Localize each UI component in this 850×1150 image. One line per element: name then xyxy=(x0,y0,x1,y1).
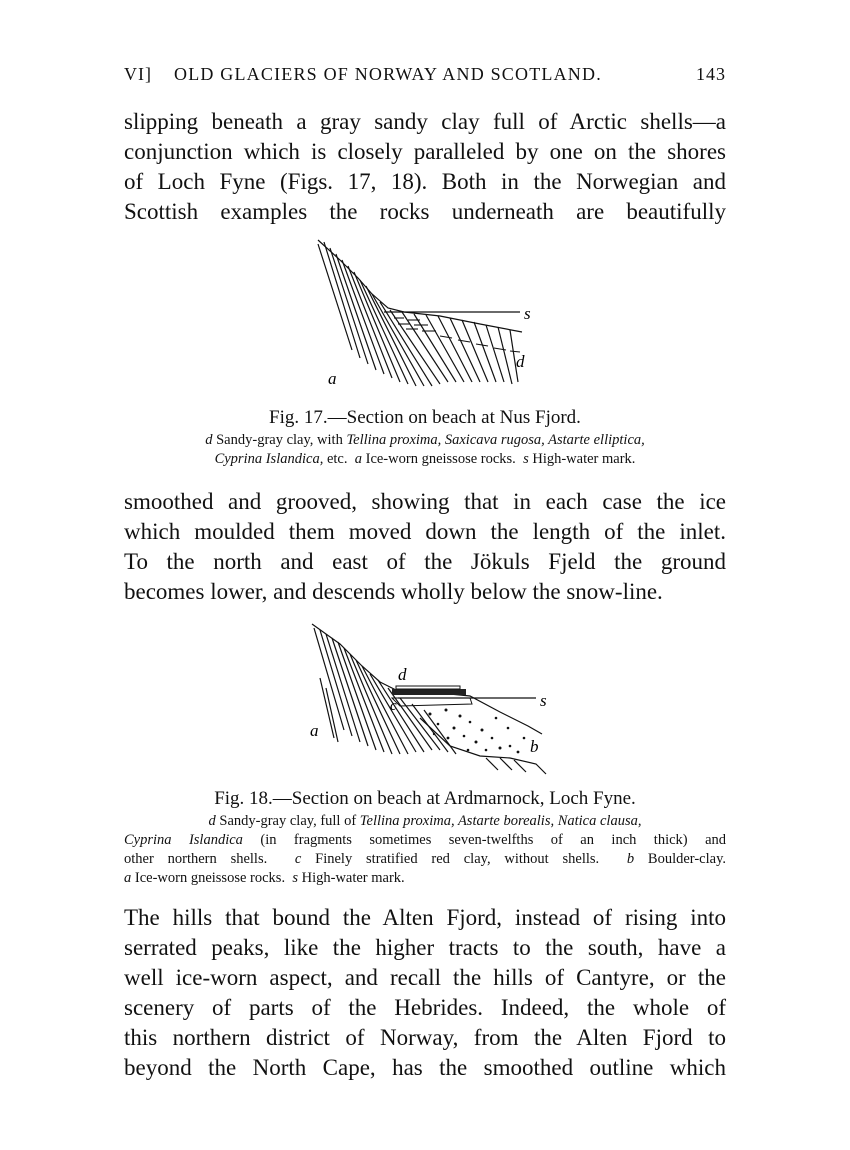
legend-text: Ice-worn gneissose rocks. xyxy=(365,451,516,467)
paragraph-1 xyxy=(124,107,726,227)
figure-17-section-diagram xyxy=(310,232,550,392)
legend-text: other northern shells. xyxy=(124,851,268,867)
fig18-label-c: c xyxy=(390,698,397,714)
figure-18-section-diagram xyxy=(300,618,560,780)
legend-line xyxy=(124,450,726,469)
figure-18-caption xyxy=(124,786,726,888)
figure-17-drawing xyxy=(310,232,550,392)
legend-key-b: b xyxy=(626,851,635,867)
text-line: To the north and east of the Jökuls Fjeld the ground xyxy=(124,549,726,574)
legend-key-d: d xyxy=(208,813,216,829)
text-line: of Loch Fyne (Figs. 17, 18). Both in the Norwegian and xyxy=(124,169,726,194)
running-head xyxy=(124,60,726,90)
legend-text: Ice-worn gneissose rocks. xyxy=(134,870,286,886)
legend-species: Cyprina Islandica, xyxy=(214,451,324,467)
clay-deposit xyxy=(394,318,520,352)
chapter-number: VI] xyxy=(124,64,152,84)
red-clay-layer xyxy=(392,698,472,706)
legend-line xyxy=(124,812,726,831)
boulder-clay-dots xyxy=(429,709,526,754)
fig18-label-s: s xyxy=(540,691,547,710)
paragraph-2 xyxy=(124,487,726,607)
legend-line xyxy=(124,431,726,450)
rock-surface xyxy=(318,240,522,332)
legend-line xyxy=(124,869,726,888)
figure-18-title: Fig. 18.—Section on beach at Ardmarnock, Loch Fyne. xyxy=(214,788,636,809)
fig18-label-a: a xyxy=(310,721,319,740)
legend-text: High-water mark. xyxy=(532,451,636,467)
boulder-clay-base xyxy=(420,718,546,774)
text-line: Scottish examples the rocks underneath are beautifully xyxy=(124,199,726,224)
text-line: well ice-worn aspect, and recall the hills of Cantyre, or the xyxy=(124,965,726,990)
legend-key-a: a xyxy=(354,451,362,467)
legend-species: Cyprina Islandica xyxy=(124,832,243,848)
text-line: beyond the North Cape, has the smoothed outline which xyxy=(124,1055,726,1080)
legend-text: Boulder-clay. xyxy=(647,851,727,867)
text-line: which moulded them moved down the length of the inlet. xyxy=(124,519,726,544)
text-line: this northern district of Norway, from the Alten Fjord to xyxy=(124,1025,726,1050)
text-line: slipping beneath a gray sandy clay full of Arctic shells—a xyxy=(124,109,726,134)
running-title: OLD GLACIERS OF NORWAY AND SCOTLAND. xyxy=(174,64,602,84)
legend-text: etc. xyxy=(326,451,348,467)
legend-text: Finely stratified red clay, without shells. xyxy=(315,851,600,867)
legend-key-d: d xyxy=(205,432,213,448)
legend-species: Tellina proxima, Saxicava rugosa, Astarte elliptica, xyxy=(346,432,645,448)
text-line: becomes lower, and descends wholly below the snow-line. xyxy=(124,579,663,604)
figure-18-legend xyxy=(124,812,726,888)
legend-line xyxy=(124,831,726,850)
legend-text: Sandy-gray clay, with xyxy=(216,432,343,448)
fig17-label-a: a xyxy=(328,369,337,388)
legend-species: Tellina proxima, Astarte borealis, Natica clausa, xyxy=(359,813,642,829)
legend-text: High-water mark. xyxy=(301,870,405,886)
text-line: smoothed and grooved, showing that in each case the ice xyxy=(124,489,726,514)
text-line: scenery of parts of the Hebrides. Indeed, the whole of xyxy=(124,995,726,1020)
text-line: serrated peaks, like the higher tracts to the south, have a xyxy=(124,935,726,960)
legend-key-c: c xyxy=(294,851,302,867)
fig18-label-b: b xyxy=(530,737,539,756)
fig18-label-d: d xyxy=(398,665,407,684)
figure-17-caption xyxy=(124,405,726,469)
legend-line xyxy=(124,850,726,869)
figure-17-legend xyxy=(124,431,726,469)
shell-clay-layer xyxy=(392,689,466,695)
legend-text: (in fragments sometimes seven-twelfths of an inch thick) and xyxy=(260,832,727,848)
text-line: conjunction which is closely paralleled by one on the shores xyxy=(124,139,726,164)
legend-key-a: a xyxy=(124,870,132,886)
paragraph-3 xyxy=(124,903,726,1083)
page-number: 143 xyxy=(696,64,726,84)
legend-text: Sandy-gray clay, full of xyxy=(219,813,357,829)
legend-key-s: s xyxy=(292,870,298,886)
fig17-label-s: s xyxy=(524,304,531,323)
fig17-label-d: d xyxy=(516,352,525,371)
text-line: The hills that bound the Alten Fjord, instead of rising into xyxy=(124,905,726,930)
legend-key-s: s xyxy=(523,451,529,467)
figure-18-drawing xyxy=(300,618,560,780)
figure-17-title: Fig. 17.—Section on beach at Nus Fjord. xyxy=(269,407,581,428)
